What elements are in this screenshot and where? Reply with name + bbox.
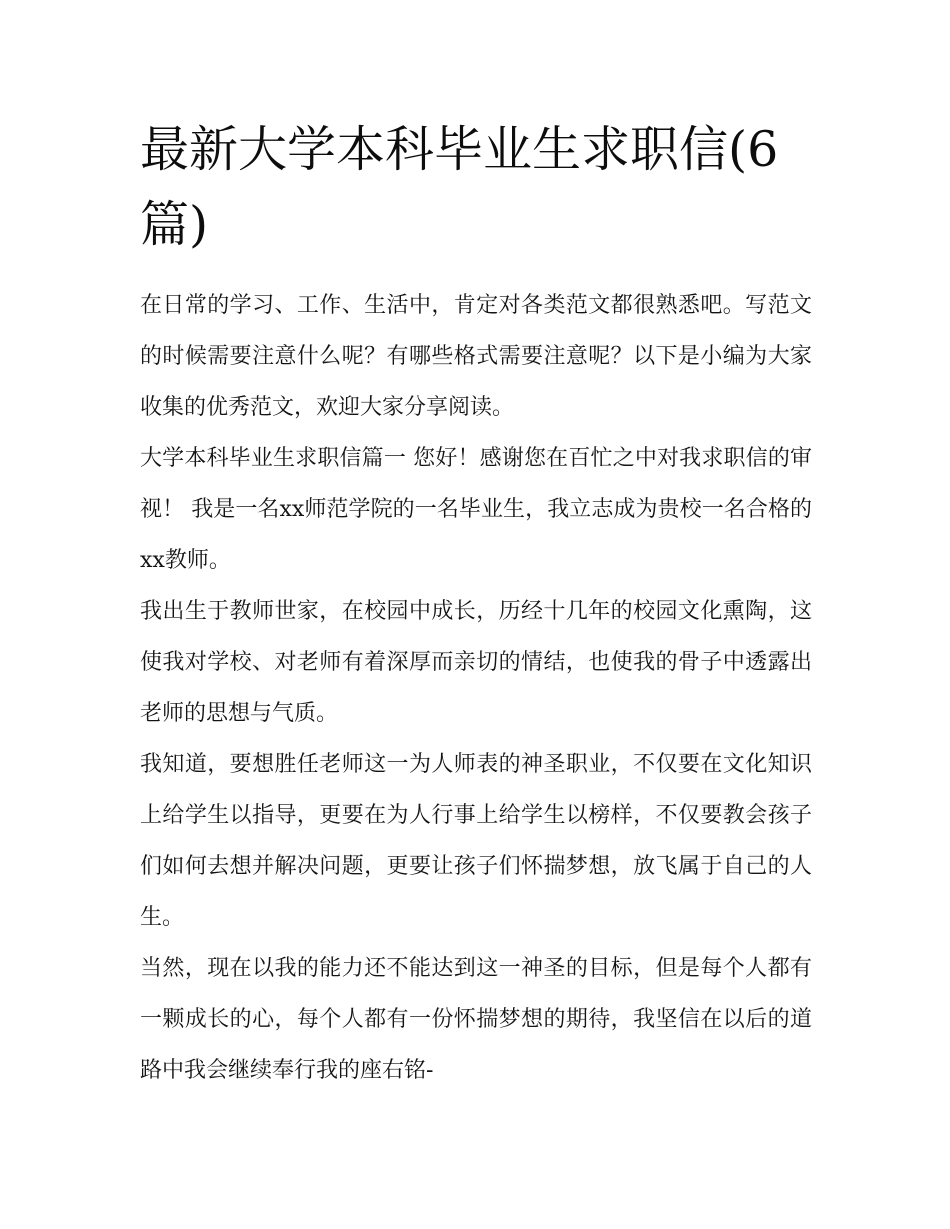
document-title: 最新大学本科毕业生求职信(6篇) [140, 121, 779, 253]
paragraph-intro: 在日常的学习、工作、生活中，肯定对各类范文都很熟悉吧。写范文的时候需要注意什么呢？有哪些格式需要注意呢？以下是小编为大家收集的优秀范文，欢迎大家分享阅读。 [140, 293, 812, 420]
paragraph-background: 我出生于教师世家，在校园中成长，历经十几年的校园文化熏陶，这使我对学校、对老师有着深厚而亲切的情结，也使我的骨子中透露出老师的思想与气质。 [140, 599, 812, 726]
paragraph-teaching-goal: 我知道，要想胜任老师这一为人师表的神圣职业，不仅要在文化知识上给学生以指导，更要在为人行事上给学生以榜样，不仅要教会孩子们如何去想并解决问题，更要让孩子们怀揣梦想，放飞属于自己的人生。 [140, 752, 812, 930]
paragraph-greeting: 大学本科毕业生求职信篇一 您好！感谢您在百忙之中对我求职信的审视！ 我是一名xx师范学院的一名毕业生，我立志成为贵校一名合格的xx教师。 [140, 446, 812, 573]
paragraph-ambition: 当然，现在以我的能力还不能达到这一神圣的目标，但是每个人都有一颗成长的心，每个人都有一份怀揣梦想的期待，我坚信在以后的道路中我会继续奉行我的座右铭- [140, 956, 812, 1083]
document-body [140, 112, 812, 1096]
